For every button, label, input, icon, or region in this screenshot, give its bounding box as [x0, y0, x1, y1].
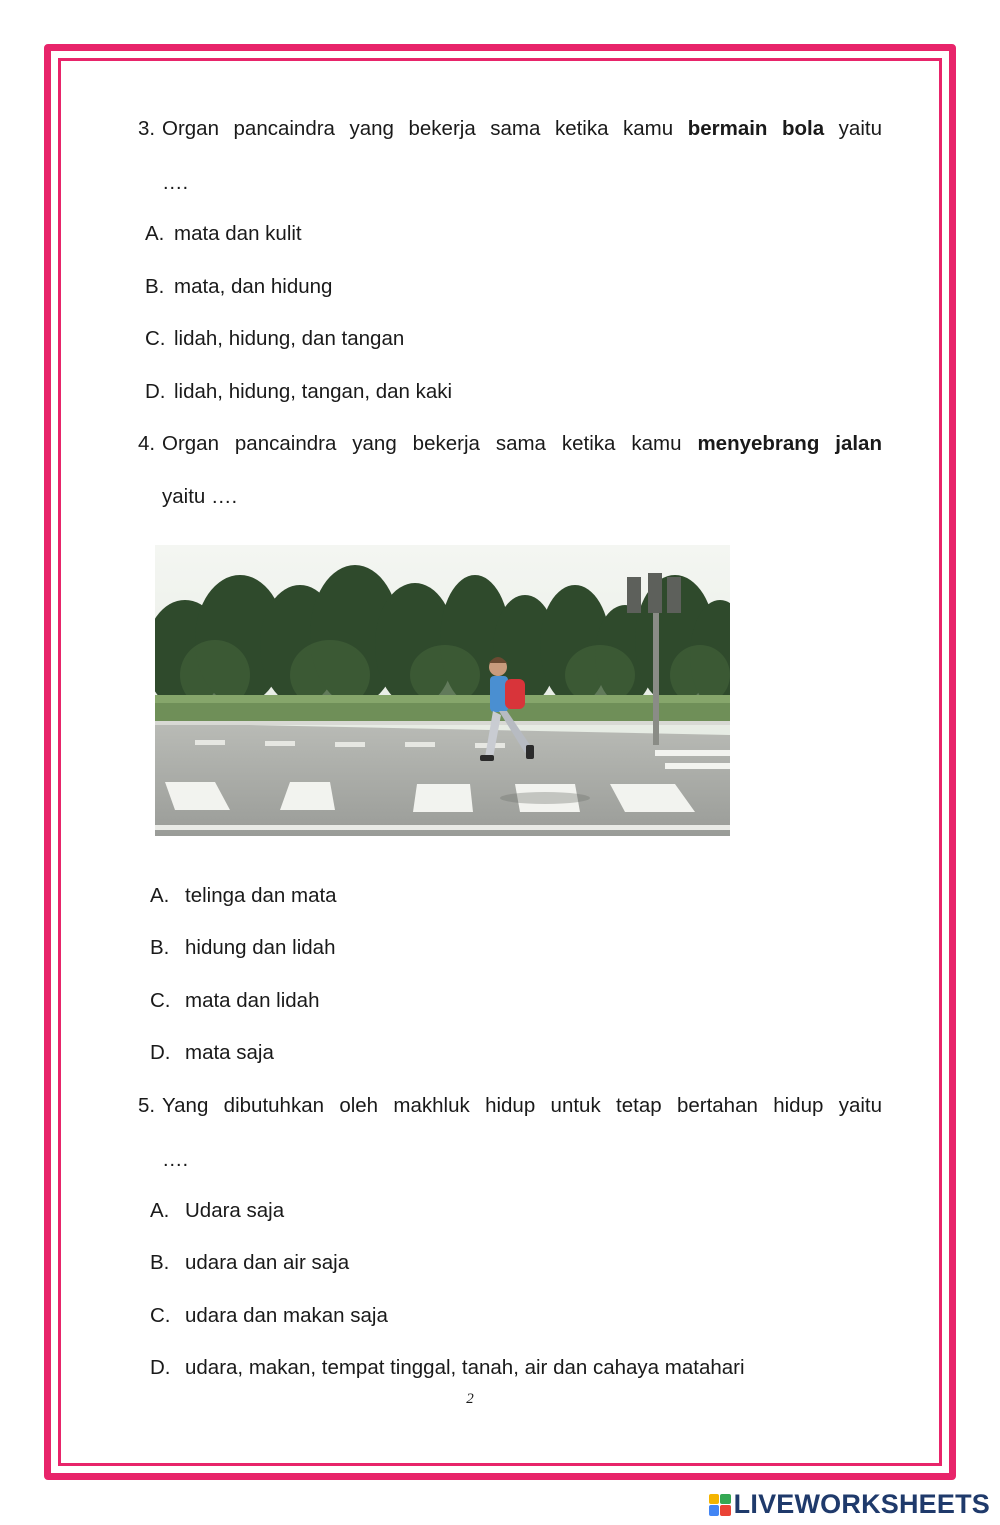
- question-number: 3.: [138, 117, 156, 140]
- option-letter: B.: [145, 275, 165, 298]
- option-letter: B.: [150, 936, 170, 959]
- option-text: telinga dan mata: [185, 884, 337, 907]
- option-text: lidah, hidung, tangan, dan kaki: [174, 380, 453, 403]
- question-text-part: yaitu: [824, 117, 882, 140]
- option-text: udara, makan, tempat tinggal, tanah, air dan cahaya matahari: [185, 1356, 745, 1379]
- option-5a[interactable]: [150, 1199, 284, 1223]
- option-3d[interactable]: [145, 380, 452, 404]
- question-text: [162, 117, 882, 141]
- question-continuation: ….: [162, 1148, 189, 1171]
- option-letter: D.: [150, 1041, 171, 1064]
- option-5b[interactable]: [150, 1251, 349, 1275]
- option-text: mata saja: [185, 1041, 274, 1064]
- question-keyword: menyebrang jalan: [697, 432, 882, 455]
- option-letter: C.: [150, 989, 171, 1012]
- option-4d[interactable]: [150, 1041, 274, 1065]
- option-text: mata dan lidah: [185, 989, 320, 1012]
- option-5c[interactable]: [150, 1304, 388, 1328]
- option-3b[interactable]: [145, 275, 332, 299]
- question-keyword: bermain bola: [687, 117, 825, 140]
- question-text: [162, 432, 882, 456]
- option-4b[interactable]: [150, 936, 335, 960]
- option-letter: D.: [145, 380, 166, 403]
- option-letter: C.: [145, 327, 166, 350]
- brand-logo-icon: [709, 1494, 731, 1516]
- question-continuation: ….: [162, 171, 189, 194]
- option-letter: A.: [150, 884, 170, 907]
- question-3: [138, 117, 882, 141]
- question-text: Yang dibutuhkan oleh makhluk hidup untuk tetap bertahan hidup yaitu: [162, 1094, 882, 1117]
- option-text: udara dan air saja: [185, 1251, 350, 1274]
- option-letter: D.: [150, 1356, 171, 1379]
- option-letter: C.: [150, 1304, 171, 1327]
- question-4: [138, 432, 882, 456]
- crosswalk-illustration: [155, 545, 730, 836]
- option-text: lidah, hidung, dan tangan: [174, 327, 405, 350]
- question-5: [138, 1094, 882, 1118]
- option-4c[interactable]: [150, 989, 319, 1013]
- option-text: mata dan kulit: [174, 222, 302, 245]
- option-3a[interactable]: [145, 222, 302, 246]
- question-continuation: yaitu ….: [162, 485, 238, 508]
- option-4a[interactable]: [150, 884, 337, 908]
- page-number: 2: [466, 1391, 474, 1407]
- option-letter: A.: [145, 222, 165, 245]
- option-letter: A.: [150, 1199, 170, 1222]
- option-3c[interactable]: [145, 327, 404, 351]
- option-text: mata, dan hidung: [174, 275, 333, 298]
- option-letter: B.: [150, 1251, 170, 1274]
- option-text: hidung dan lidah: [185, 936, 336, 959]
- question-text-part: Organ pancaindra yang bekerja sama ketika kamu: [162, 117, 688, 140]
- option-5d[interactable]: [150, 1356, 745, 1380]
- question-text-part: Organ pancaindra yang bekerja sama ketika kamu: [162, 432, 698, 455]
- question-number: 4.: [138, 432, 156, 455]
- brand-name: LIVEWORKSHEETS: [733, 1489, 990, 1519]
- option-text: Udara saja: [185, 1199, 285, 1222]
- liveworksheets-logo[interactable]: [709, 1489, 990, 1520]
- option-text: udara dan makan saja: [185, 1304, 388, 1327]
- crosswalk-photo: [155, 545, 730, 836]
- question-number: 5.: [138, 1094, 156, 1117]
